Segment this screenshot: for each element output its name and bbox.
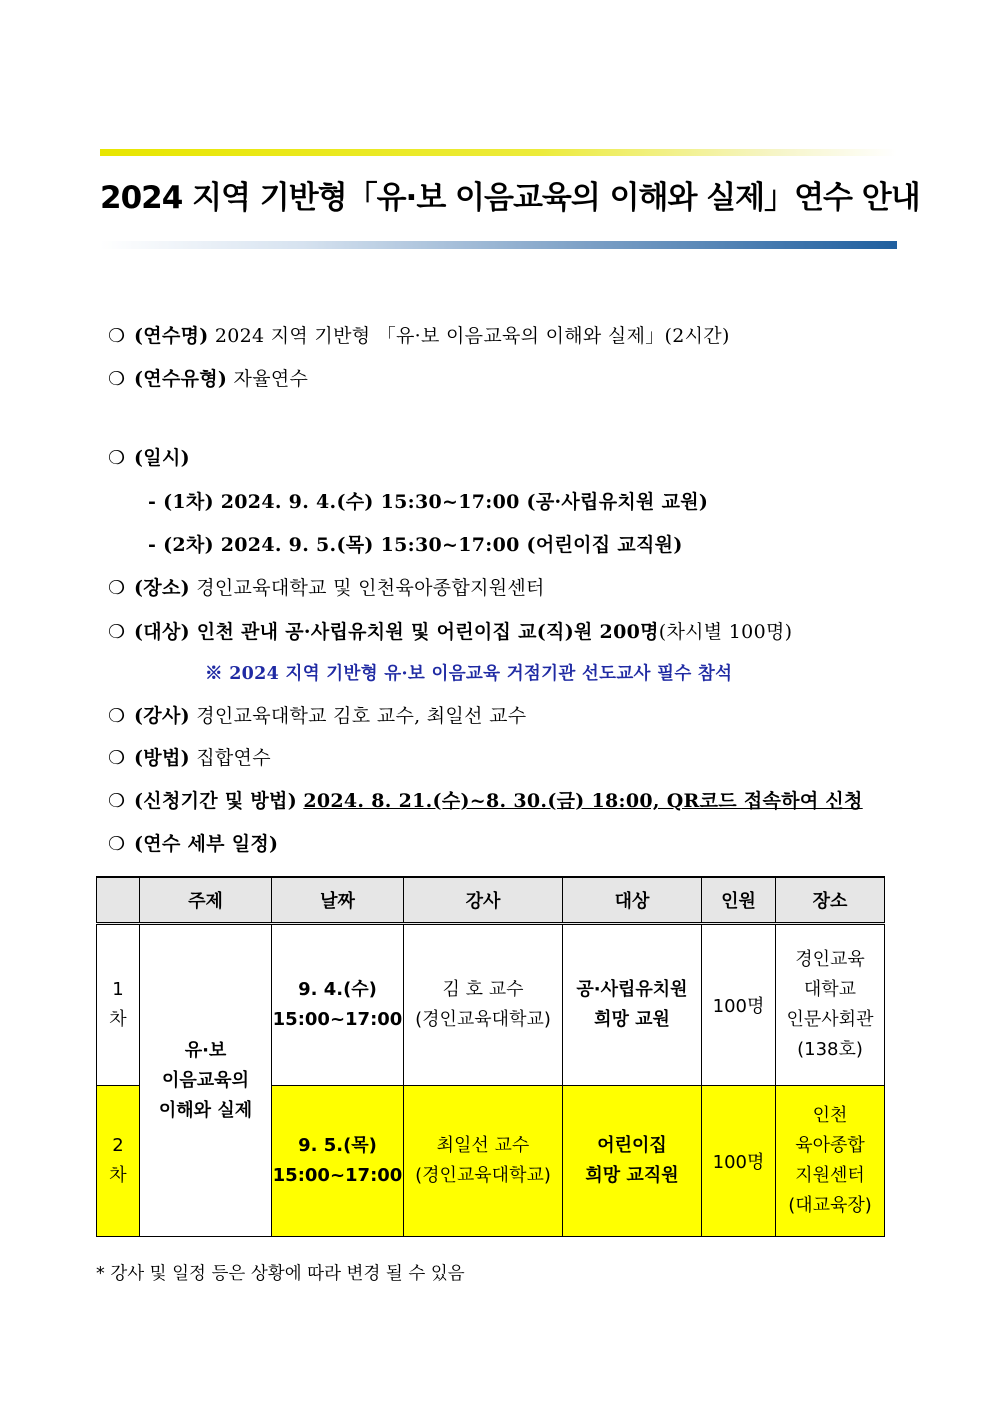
lecturer-affiliation: (경인교육대학교) [415,1009,551,1030]
date-line: 9. 5.(목) [298,1135,377,1156]
topic-line: 이음교육의 [162,1069,249,1091]
bullet-icon: ❍ [108,621,126,643]
table-header: 대상 [563,877,702,924]
target-line: 희망 교직원 [585,1165,679,1186]
topic-line: 유·보 [184,1039,227,1061]
footnote: * 강사 및 일정 등은 상황에 따라 변경 될 수 있음 [96,1264,465,1284]
notice: ※ 2024 지역 기반형 유·보 이음교육 거점기관 선도교사 필수 참석 [205,664,733,684]
place-line: (138호) [797,1039,863,1060]
target-line: 공·사립유치원 [576,979,688,1000]
bullet-icon: ❍ [108,447,126,469]
item-value: 집합연수 [189,747,271,769]
time-line: 15:00~17:00 [272,1165,403,1186]
item-target [108,617,792,644]
session-suffix: 차 [109,1165,127,1186]
item-value: 경인교육대학교 및 인천육아종합지원센터 [189,577,545,599]
target-line: 어린이집 [597,1135,667,1156]
session-number: 2 [112,1135,124,1156]
place-line: 지원센터 [795,1165,865,1186]
item-value: 2024. 8. 21.(수)~8. 30.(금) 18:00, QR코드 접속하여 신청 [303,790,863,812]
schedule-session-2: - (2차) 2024. 9. 5.(목) 15:30~17:00 (어린이집 교직원) [148,534,683,556]
session-cell [97,924,140,1086]
table-header: 장소 [776,877,885,924]
place-line: 인천 [812,1105,848,1126]
title-top-bar [100,149,897,156]
bullet-icon: ❍ [108,577,126,599]
date-cell [272,1086,404,1237]
time-line: 15:00~17:00 [272,1009,403,1030]
schedule-table [96,876,885,1237]
session-suffix: 차 [109,1009,127,1030]
bullet-icon: ❍ [108,325,126,347]
table-header-row [97,877,885,924]
bullet-icon: ❍ [108,368,126,390]
place-line: 인문사회관 [786,1009,874,1030]
place-line: 경인교육 [795,949,865,970]
lecturer-name: 최일선 교수 [436,1135,530,1156]
bullet-icon: ❍ [108,747,126,769]
count-cell: 100명 [702,924,776,1086]
item-value: 자율연수 [227,368,309,390]
table-row [97,924,885,1086]
item-lecturer [108,701,526,728]
item-course-type [108,364,308,391]
place-line: (대교육장) [788,1195,872,1216]
item-key: (연수 세부 일정) [134,833,279,855]
session-number: 1 [112,979,124,1000]
lecturer-name: 김 호 교수 [442,979,524,1000]
place-cell [776,924,885,1086]
item-key: (장소) [134,577,190,599]
table-header: 날짜 [272,877,404,924]
schedule-session-1: - (1차) 2024. 9. 4.(수) 15:30~17:00 (공·사립유치원 교원) [148,491,709,513]
place-line: 대학교 [803,979,857,1000]
table-header: 인원 [702,877,776,924]
page-title: 2024 지역 기반형「유·보 이음교육의 이해와 실제」연수 안내 [100,180,920,216]
target-line: 희망 교원 [594,1009,670,1030]
item-key: (일시) [134,447,190,469]
item-detail [108,829,278,856]
item-key: (연수명) [134,325,209,347]
item-method [108,743,271,770]
date-cell [272,924,404,1086]
bullet-icon: ❍ [108,705,126,727]
item-value: 경인교육대학교 김호 교수, 최일선 교수 [189,705,527,727]
title-bottom-bar [100,241,897,249]
table-header [97,877,140,924]
item-value: 2024 지역 기반형 「유·보 이음교육의 이해와 실제」(2시간) [208,325,730,347]
item-key: (강사) [134,705,190,727]
table-header: 강사 [404,877,563,924]
topic-cell [140,924,272,1237]
place-cell [776,1086,885,1237]
target-cell [563,924,702,1086]
table-header: 주제 [140,877,272,924]
item-apply [108,786,863,813]
target-cell [563,1086,702,1237]
date-line: 9. 4.(수) [298,979,377,1000]
topic-line: 이해와 실제 [158,1099,253,1121]
place-line: 육아종합 [795,1135,865,1156]
item-place [108,573,545,600]
bullet-icon: ❍ [108,833,126,855]
item-key: (신청기간 및 방법) [134,790,297,812]
item-value: (차시별 100명) [658,621,793,643]
item-key: (방법) [134,747,190,769]
item-course-name [108,321,730,348]
item-key: (대상) 인천 관내 공·사립유치원 및 어린이집 교(직)원 200명 [134,621,659,643]
bullet-icon: ❍ [108,790,126,812]
session-cell [97,1086,140,1237]
lecturer-cell [404,1086,563,1237]
lecturer-affiliation: (경인교육대학교) [415,1165,551,1186]
item-key: (연수유형) [134,368,228,390]
lecturer-cell [404,924,563,1086]
item-schedule [108,443,190,470]
count-cell: 100명 [702,1086,776,1237]
